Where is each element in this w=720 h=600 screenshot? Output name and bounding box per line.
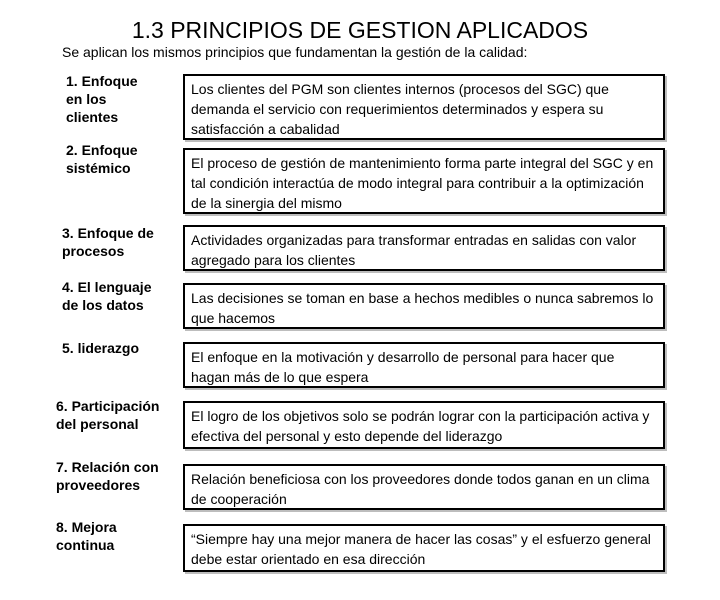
principle-label-mejora-continua: 8. Mejora continua [56, 519, 117, 553]
principle-description-liderazgo: El enfoque en la motivación y desarrollo de personal para hacer que hagan más de lo que espera [183, 342, 665, 388]
principle-description-enfoque-sistemico: El proceso de gestión de mantenimiento forma parte integral del SGC y en tal condición interactúa de modo integral para contribuir a la optimización de la sinergia del mismo [183, 148, 665, 214]
principle-description-lenguaje-datos: Las decisiones se toman en base a hechos medibles o nunca sabremos lo que hacemos [183, 283, 665, 329]
principle-label-liderazgo: 5. liderazgo [62, 340, 140, 356]
principle-label-enfoque-clientes: 1. Enfoque en los clientes [66, 73, 138, 125]
principle-label-enfoque-sistemico: 2. Enfoque sistémico [66, 142, 138, 176]
page-title: 1.3 PRINCIPIOS DE GESTION APLICADOS [131, 17, 589, 43]
principle-description-enfoque-clientes: Los clientes del PGM son clientes internos (procesos del SGC) que demanda el servicio con requerimientos determinados y espera su satisfacción a cabalidad [183, 74, 665, 140]
principle-description-enfoque-procesos: Actividades organizadas para transformar entradas en salidas con valor agregado para los clientes [183, 225, 665, 271]
principle-description-participacion-personal: El logro de los objetivos solo se podrán lograr con la participación activa y efectiva del personal y esto depende del liderazgo [183, 401, 665, 449]
principle-description-relacion-proveedores: Relación beneficiosa con los proveedores donde todos ganan en un clima de cooperación [183, 464, 665, 510]
principle-label-relacion-proveedores: 7. Relación con proveedores [56, 459, 159, 493]
principle-label-lenguaje-datos: 4. El lenguaje de los datos [62, 279, 152, 313]
principle-label-enfoque-procesos: 3. Enfoque de procesos [62, 225, 154, 259]
page-subtitle: Se aplican los mismos principios que fundamentan la gestión de la calidad: [62, 44, 528, 60]
principle-description-mejora-continua: “Siempre hay una mejor manera de hacer las cosas” y el esfuerzo general debe estar orientado en esa dirección [183, 524, 665, 572]
principle-label-participacion-personal: 6. Participación del personal [56, 398, 160, 432]
